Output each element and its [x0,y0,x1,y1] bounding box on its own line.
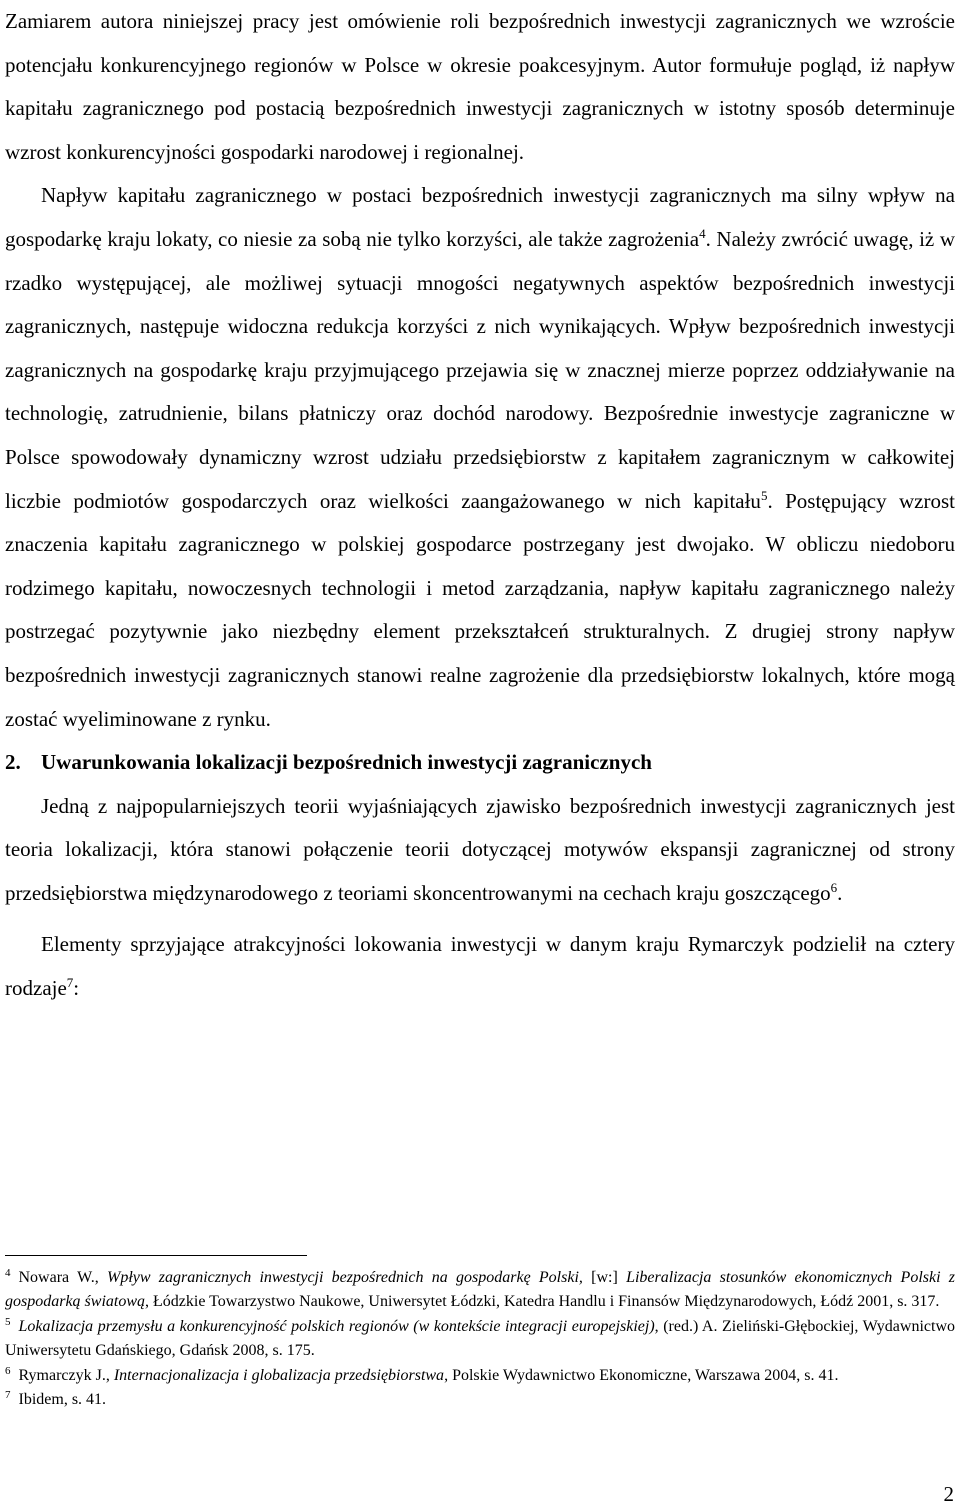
section-title: Uwarunkowania lokalizacji bezpośrednich inwestycji zagranicznych [41,750,652,775]
footnote-book-title: Liberalizacja stosunków ekonomicznych Polski z gospodarką światową [5,1269,956,1311]
footnote-text: , Łódzkie Towarzystwo Naukowe, Uniwersytet Łódzki, Katedra Handlu i Finansów Międzynarodowych, Łódź 2001, s. 317. [145,1293,940,1311]
footnote-title: Wpływ zagranicznych inwestycji bezpośrednich na gospodarkę Polski, [106,1269,583,1286]
paragraph-text: Jedną z najpopularniejszych teorii wyjaśniających zjawisko bezpośrednich inwestycji zagranicznych jest teoria lokalizacji, która stanowi połączenie teorii dotyczącej motywów ekspansji zagranicznej od strony przedsiębiorstwa międzynarodowego z teoriami skoncentrowanymi na cechach kraju goszczącego [5,793,955,905]
footnote-number: 4 [5,1267,11,1279]
section-heading [5,741,955,785]
footnote-ref-7[interactable]: 7 [66,975,74,991]
footnote-text: , [94,1269,107,1286]
footnotes [5,1266,955,1412]
page-number: 2 [943,1482,954,1506]
paragraph-text: : [73,976,80,1001]
footnote-number: 7 [5,1389,11,1402]
footnote-ref-6[interactable]: 6 [830,879,838,895]
section-number: 2. [5,750,21,775]
footnote-separator [5,1255,307,1256]
paragraph-text: . Postępujący wzrost znaczenia kapitału zagranicznego w polskiej gospodarce postrzegany jest dwojako. W obliczu niedoboru rodzimego kapitału, nowoczesnych technologii i metod zarządzania, napływ kapitału zagranicznego należy postrzegać pozytywnie jako niezbędny element przekształceń strukturalnych. Z drugiej strony napływ bezpośrednich inwestycji zagranicznych stanowi realne zagrożenie dla przedsiębiorstw lokalnych, które mogą zostać wyeliminowane z rynku. [5,488,955,731]
paragraph-elements [5,923,955,1010]
document-page [5,0,955,1011]
footnote-author: Nowara W. [18,1269,95,1286]
footnote-5 [5,1315,955,1364]
footnote-author: Rymarczyk J. [18,1366,106,1384]
paragraph-location-theory [5,785,955,916]
footnote-ref-5[interactable]: 5 [760,487,768,503]
paragraph-intro: Zamiarem autora niniejszej pracy jest omówienie roli bezpośrednich inwestycji zagranicznych we wzroście potencjału konkurencyjnego regionów w Polsce w okresie poakcesyjnym. Autor formułuje pogląd, iż napływ kapitału zagranicznego pod postacią bezpośrednich inwestycji zagranicznych w istotny sposób determinuje wzrost konkurencyjności gospodarki narodowej i regionalnej. [5,9,955,164]
footnote-title: Lokalizacja przemysłu a konkurencyjność polskich regionów (w kontekście integracji europejskiej) [18,1317,655,1335]
footnote-7 [5,1388,955,1412]
footnote-4 [5,1266,955,1315]
paragraph-text: . Należy zwrócić uwagę, iż w rzadko występującej, ale możliwej sytuacji mnogości negatywnych aspektów bezpośrednich inwestycji zagranicznych, następuje widoczna redukcja korzyści z nich wynikających. Wpływ bezpośrednich inwestycji zagranicznych na gospodarkę kraju przyjmującego przejawia się w znacznej mierze poprzez oddziaływanie na technologię, zatrudnienie, bilans płatniczy oraz dochód narodowy. Bezpośrednie inwestycje zagraniczne w Polsce spowodowały dynamiczny wzrost udziału przedsiębiorstw z kapitałem zagranicznym w całkowitej liczbie podmiotów gospodarczych oraz wielkości zaangażowanego w nich kapitału [5,226,955,513]
paragraph-text: Elementy sprzyjające atrakcyjności lokowania inwestycji w danym kraju Rymarczyk podzielił na cztery rodzaje [5,932,955,1001]
footnote-6 [5,1364,955,1388]
footnote-text: Ibidem, s. 41. [18,1391,107,1409]
footnote-text: , [105,1366,114,1384]
footnote-number: 5 [5,1315,11,1328]
paragraph-text: Napływ kapitału zagranicznego w postaci bezpośrednich inwestycji zagranicznych ma silny wpływ na gospodarkę kraju lokaty, co niesie za sobą nie tylko korzyści, ale także zagrożenia [5,183,955,251]
footnote-text: , Polskie Wydawnictwo Ekonomiczne, Warszawa 2004, s. 41. [444,1366,839,1384]
footnote-text: , (red.) A. Zieliński-Głębockiej, Wydawnictwo Uniwersytetu Gdańskiego, Gdańsk 2008, s. 175. [5,1317,956,1360]
paragraph-fdi-impact [5,174,955,741]
footnote-number: 6 [5,1364,11,1377]
paragraph-text: . [837,880,843,905]
footnote-text: [w:] [582,1269,627,1286]
footnote-title: Internacjonalizacja i globalizacja przedsiębiorstwa [113,1366,445,1384]
footnote-ref-4[interactable]: 4 [699,225,706,241]
